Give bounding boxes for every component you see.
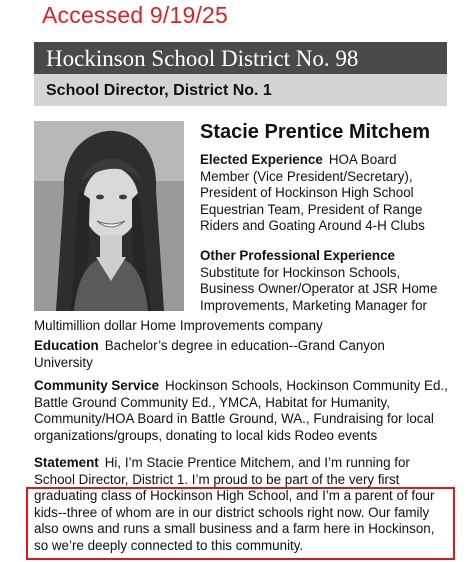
statement-text: Hi, I’m Stacie Prentice Mitchem, and I’m running for School Director, District 1. I’m proud to be part of the very first graduating class of Hockinson High School, and I’m a parent of four kids--three of whom are in our district schools right now. Our family also owns and runs a small business and a farm here in Hockinson, so we’re deeply connected to this community. xyxy=(34,455,435,553)
education-text: Bachelor’s degree in education--Grand Canyon University xyxy=(34,338,385,370)
other-experience-text: Substitute for Hockinson Schools, Business Owner/Operator at JSR Home Improvements, Marketing Manager for xyxy=(200,264,438,313)
highlight-annotation-box xyxy=(26,487,455,560)
candidate-name: Stacie Prentice Mitchem xyxy=(200,121,431,143)
elected-experience-label: Elected Experience xyxy=(200,152,323,167)
community-service-text: Hockinson Schools, Hockinson Community Ed., Battle Ground Community Ed., YMCA, Habitat for Humanity, Community/HOA Board in Battle Ground, WA., Fundraising for local organizations/groups, donating to local kids Rodeo events xyxy=(34,378,448,443)
accessed-date-annotation: Accessed 9/19/25 xyxy=(42,2,229,28)
district-title-bar: Hockinson School District No. 98 xyxy=(34,42,447,74)
candidate-photo xyxy=(34,121,184,311)
position-title-bar: School Director, District No. 1 xyxy=(34,74,447,106)
education-label: Education xyxy=(34,338,99,353)
community-service-section xyxy=(34,378,449,444)
other-experience-section xyxy=(200,248,440,314)
other-experience-label: Other Professional Experience xyxy=(200,248,395,263)
other-experience-overflow: Multimillion dollar Home Improvements company xyxy=(34,318,323,333)
elected-experience-text: HOA Board Member (Vice President/Secretary), President of Hockinson High School Equestrian Team, President of Range Riders and Goating Around 4-H Clubs xyxy=(200,152,425,234)
statement-label: Statement xyxy=(34,455,99,470)
education-section xyxy=(34,338,439,371)
elected-experience-section xyxy=(200,152,440,235)
community-service-label: Community Service xyxy=(34,378,160,393)
